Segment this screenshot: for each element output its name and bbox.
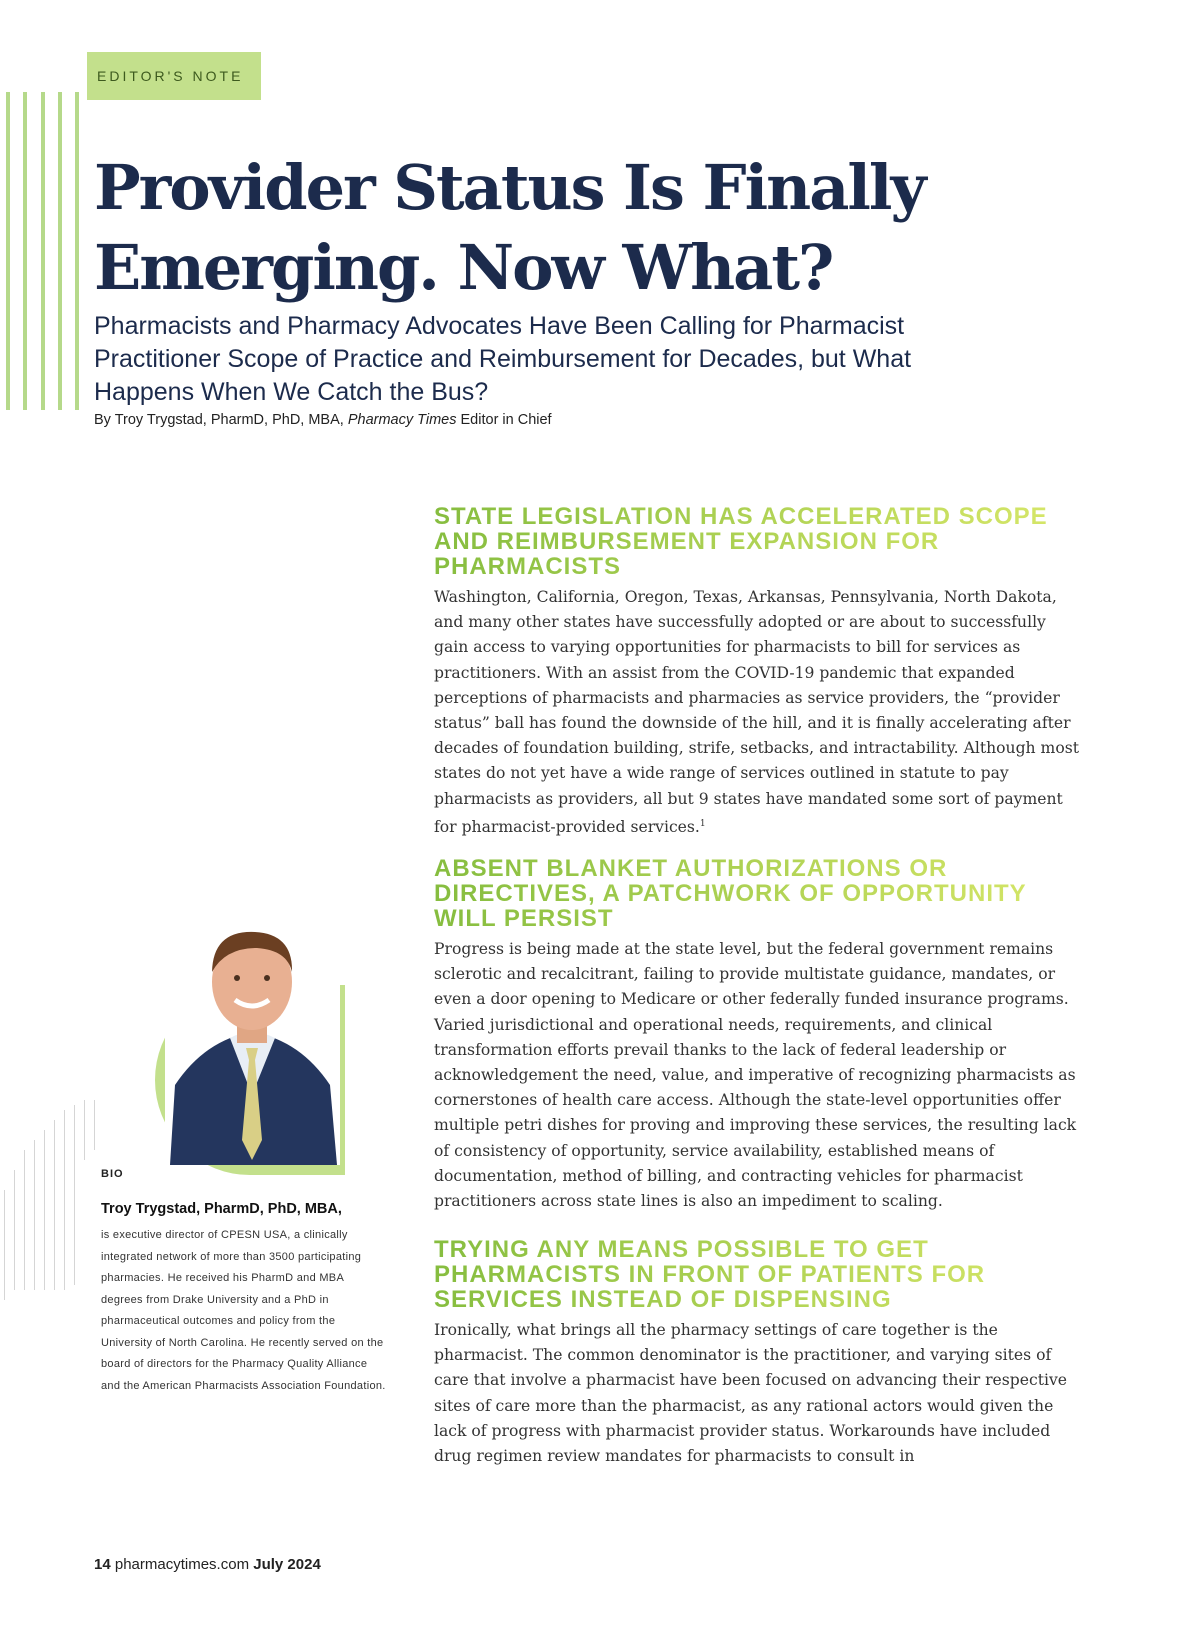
section-tag: EDITOR'S NOTE <box>87 52 261 100</box>
footer-site[interactable]: pharmacytimes.com <box>114 1556 250 1573</box>
byline-publication: Pharmacy Times <box>347 412 457 428</box>
footer-issue: July 2024 <box>253 1556 321 1573</box>
section-2 <box>434 856 1084 1214</box>
footnote-ref[interactable]: 1 <box>699 818 706 829</box>
section-3 <box>434 1237 1084 1469</box>
byline-role: Editor in Chief <box>456 412 552 428</box>
article-title: Provider Status Is Finally Emerging. Now What? <box>94 151 925 304</box>
section-paragraph: Ironically, what brings all the pharmacy settings of care together is the pharmacist. The common denominator is the practitioner, and varying sites of care that involve a pharmacist have been focused on advancing their respective sites of care more than the pharmacist, as any rational actors would given the lack of progress with pharmacist provider status. Workarounds have included drug regimen review mandates for pharmacists to consult in <box>434 1321 1068 1466</box>
section-paragraph: Progress is being made at the state level, but the federal government remains sclerotic and recalcitrant, failing to provide multistate guidance, mandates, or even a door opening to Medicare or other federally funded insurance programs. Varied jurisdictional and operational needs, requirements, and clinical transformation efforts prevail thanks to the lack of federal leadership or acknowledgement the need, value, and imperative of recognizing pharmacists as cornerstones of health care access. Although the state-level opportunities offer multiple petri dishes for proving and improving these services, the resulting lack of consistency of opportunity, service availability, established means of documentation, method of billing, and contracting vehicles for pharmacist practitioners across state lines is also an impediment to scaling. <box>434 940 1077 1211</box>
section-1 <box>434 504 1084 840</box>
author-photo-frame <box>155 920 355 1180</box>
section-heading: ABSENT BLANKET AUTHORIZATIONS OR DIRECTIVES, A PATCHWORK OF OPPORTUNITY WILL PERSIST <box>434 856 1084 931</box>
bio-name: Troy Trygstad, PharmD, PhD, MBA, <box>101 1201 342 1217</box>
section-heading: TRYING ANY MEANS POSSIBLE TO GET PHARMACISTS IN FRONT OF PATIENTS FOR SERVICES INSTEAD OF DISPENSING <box>434 1237 1084 1312</box>
decorative-stripes <box>0 70 100 410</box>
byline-author: By Troy Trygstad, PharmD, PhD, MBA, <box>94 412 348 428</box>
page-number: 14 <box>94 1556 111 1573</box>
bio-label: BIO <box>101 1168 124 1180</box>
page-footer <box>94 1556 321 1573</box>
bio-text: is executive director of CPESN USA, a clinically integrated network of more than 3500 participating pharmacies. He received his PharmD and MBA degrees from Drake University and a PhD in pharmaceutical outcomes and policy from the University of North Carolina. He recently served on the board of directors for the Pharmacy Quality Alliance and the American Pharmacists Association Foundation. <box>101 1229 386 1392</box>
section-heading: STATE LEGISLATION HAS ACCELERATED SCOPE AND REIMBURSEMENT EXPANSION FOR PHARMACISTS <box>434 504 1084 579</box>
article-subtitle: Pharmacists and Pharmacy Advocates Have Been Calling for Pharmacist Practitioner Scope of Practice and Reimbursement for Decades, but What Happens When We Catch the Bus? <box>94 312 912 406</box>
byline <box>94 412 552 428</box>
author-photo <box>165 920 340 1165</box>
section-paragraph: Washington, California, Oregon, Texas, Arkansas, Pennsylvania, North Dakota, and many other states have successfully adopted or are about to successfully gain access to varying opportunities for pharmacists to bill for services as practitioners. With an assist from the COVID-19 pandemic that expanded perceptions of pharmacists and pharmacies as service providers, the “provider status” ball has found the downside of the hill, and it is finally accelerating after decades of foundation building, strife, setbacks, and intractability. Although most states do not yet have a wide range of services outlined in statute to pay pharmacists as providers, all but 9 states have mandated some sort of payment for pharmacist-provided services.$^1$ <box>434 588 1080 837</box>
